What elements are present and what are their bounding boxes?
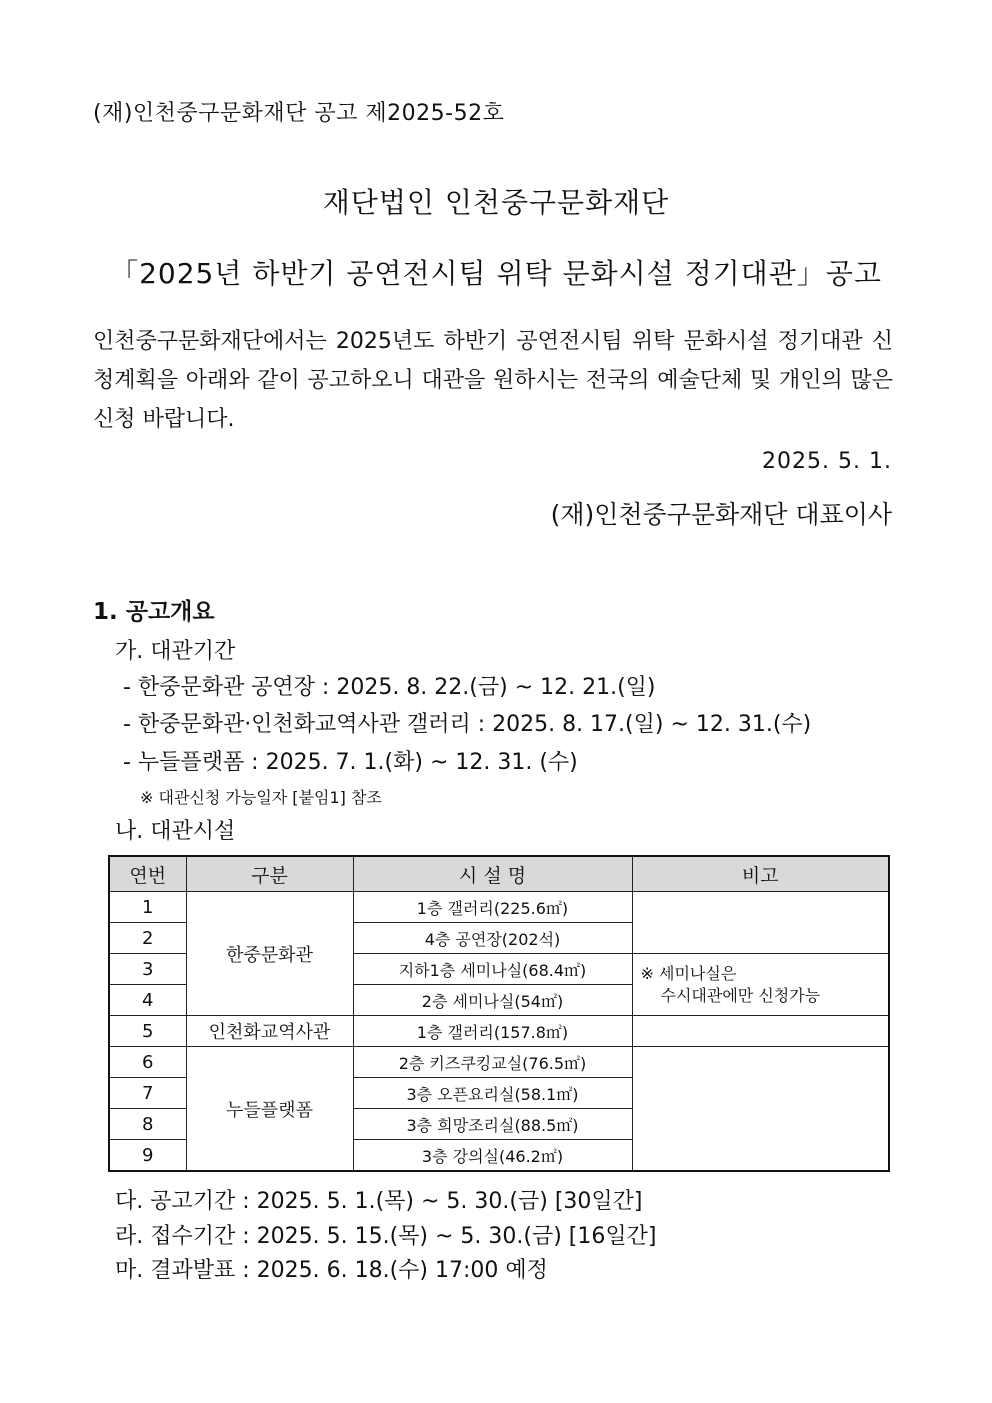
- group-cell: 누들플랫폼: [186, 1047, 353, 1172]
- facility-table: [108, 855, 890, 1172]
- notice-number: (재)인천중구문화재단 공고 제2025-52호: [93, 101, 505, 126]
- row-number: 9: [109, 1140, 186, 1172]
- group-cell: 인천화교역사관: [186, 1016, 353, 1047]
- row-number: 7: [109, 1078, 186, 1109]
- remark-cell: [632, 1047, 889, 1172]
- group-cell: 한중문화관: [186, 892, 353, 1016]
- facility-name: 3층 강의실(46.2㎡): [353, 1140, 632, 1172]
- row-number: 4: [109, 985, 186, 1016]
- announcement-date: 2025. 5. 1.: [762, 449, 892, 474]
- intro-line: 청계획을 아래와 같이 공고하오니 대관을 원하시는 전국의 예술단체 및 개인의 많은: [93, 368, 893, 393]
- remark-cell: [632, 892, 889, 954]
- period-item: - 한중문화관·인천화교역사관 갤러리 : 2025. 8. 17.(일) ~ 12. 31.(수): [123, 712, 812, 737]
- intro-paragraph: [93, 322, 893, 439]
- announcement-title: 「2025년 하반기 공연전시팀 위탁 문화시설 정기대관」공고: [110, 257, 882, 290]
- facility-name: 1층 갤러리(157.8㎡): [353, 1016, 632, 1047]
- period-item: - 한중문화관 공연장 : 2025. 8. 22.(금) ~ 12. 21.(일): [123, 675, 656, 700]
- col-header: 구분: [186, 856, 353, 892]
- facility-name: 3층 오픈요리실(58.1㎡): [353, 1078, 632, 1109]
- signer: (재)인천중구문화재단 대표이사: [550, 500, 892, 529]
- row-number: 3: [109, 954, 186, 985]
- subsection-na: 나. 대관시설: [115, 819, 236, 844]
- remark-cell: [632, 954, 889, 1016]
- row-number: 2: [109, 923, 186, 954]
- row-number: 8: [109, 1109, 186, 1140]
- facility-name: 지하1층 세미나실(68.4㎡): [353, 954, 632, 985]
- table-header-row: [109, 856, 889, 892]
- announcement-period: 다. 공고기간 : 2025. 5. 1.(목) ~ 5. 30.(금) [30일간]: [115, 1189, 643, 1214]
- row-number: 1: [109, 892, 186, 923]
- intro-line: 신청 바랍니다.: [93, 407, 235, 432]
- col-header: 시 설 명: [353, 856, 632, 892]
- col-header: 비고: [632, 856, 889, 892]
- facility-name: 2층 키즈쿠킹교실(76.5㎡): [353, 1047, 632, 1078]
- remark-line: 수시대관에만 신청가능: [660, 985, 821, 1005]
- remark-line: ※ 세미나실은: [640, 963, 737, 983]
- remark-cell: [632, 1016, 889, 1047]
- facility-name: 4층 공연장(202석): [353, 923, 632, 954]
- col-header: 연번: [109, 856, 186, 892]
- row-number: 6: [109, 1047, 186, 1078]
- period-item: - 누들플랫폼 : 2025. 7. 1.(화) ~ 12. 31. (수): [123, 750, 578, 775]
- table-row: [109, 1047, 889, 1078]
- facility-name: 1층 갤러리(225.6㎡): [353, 892, 632, 923]
- intro-line: 인천중구문화재단에서는 2025년도 하반기 공연전시팀 위탁 문화시설 정기대관 신: [93, 329, 893, 354]
- section-heading: 1. 공고개요: [93, 599, 215, 625]
- table-row: [109, 1016, 889, 1047]
- table-row: [109, 892, 889, 923]
- application-period: 라. 접수기간 : 2025. 5. 15.(목) ~ 5. 30.(금) [16일간]: [115, 1224, 657, 1249]
- row-number: 5: [109, 1016, 186, 1047]
- period-note: ※ 대관신청 가능일자 [붙임1] 참조: [140, 788, 382, 807]
- facility-name: 3층 희망조리실(88.5㎡): [353, 1109, 632, 1140]
- facility-name: 2층 세미나실(54㎡): [353, 985, 632, 1016]
- subsection-ga: 가. 대관기간: [115, 639, 236, 664]
- organization-title: 재단법인 인천중구문화재단: [322, 186, 670, 219]
- result-announcement: 마. 결과발표 : 2025. 6. 18.(수) 17:00 예정: [115, 1258, 548, 1283]
